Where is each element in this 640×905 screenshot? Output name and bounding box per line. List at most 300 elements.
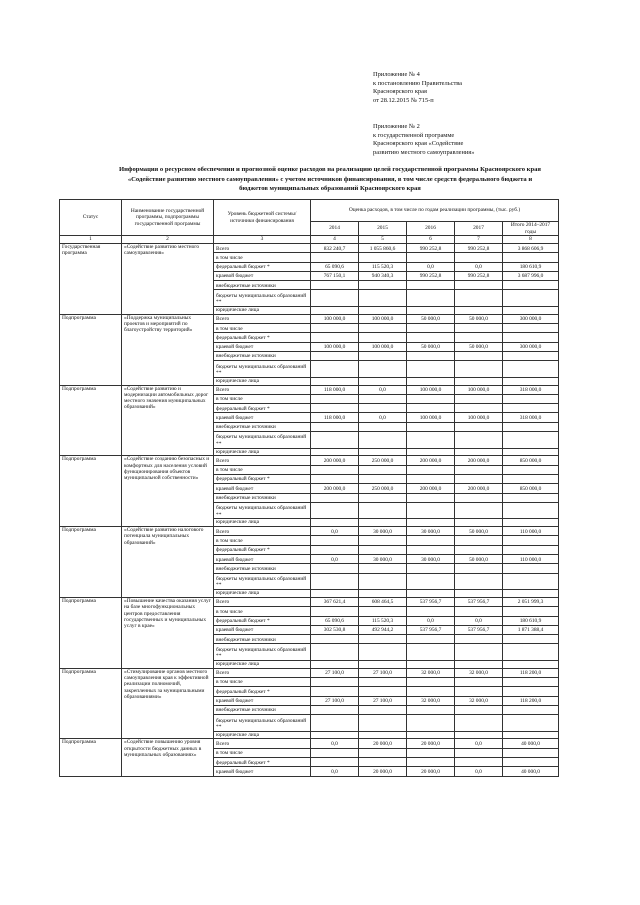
funding-level-cell: федеральный бюджет * [214, 687, 311, 696]
total-value-cell [503, 715, 559, 732]
year-value-cell [407, 748, 455, 757]
year-value-cell [359, 361, 407, 378]
year-value-cell: 50 000,0 [455, 555, 503, 564]
year-value-cell [407, 422, 455, 431]
funding-level-cell: Всего [214, 527, 311, 536]
year-value-cell [455, 536, 503, 545]
year-value-cell: 100 000,0 [455, 385, 503, 394]
year-value-cell [455, 422, 503, 431]
funding-level-cell: федеральный бюджет * [214, 474, 311, 483]
year-value-cell: 50 000,0 [455, 314, 503, 323]
year-value-cell: 30 000,0 [407, 527, 455, 536]
total-value-cell: 2 051 999,3 [503, 597, 559, 606]
funding-level-cell: внебюджетные источники [214, 281, 311, 290]
year-value-cell [455, 660, 503, 668]
total-value-cell [503, 748, 559, 757]
year-value-cell [311, 493, 359, 502]
year-value-cell: 0,0 [407, 262, 455, 271]
program-name-cell: «Содействие развитию налогового потенциала муниципальных образований» [122, 527, 214, 598]
header-level: Уровень бюджетной системы/источники финансирования [214, 200, 311, 236]
appendix-2-header [373, 123, 474, 157]
funding-level-cell: краевой бюджет [214, 413, 311, 422]
funding-level-cell: Всего [214, 456, 311, 465]
program-name-cell: «Повышение качества оказания услуг на базе многофункциональных центров предоставления государственных и муниципальных услуг в крае» [122, 597, 214, 668]
year-value-cell: 367 621,4 [311, 597, 359, 606]
total-value-cell [503, 573, 559, 590]
year-value-cell [407, 687, 455, 696]
year-value-cell [311, 394, 359, 403]
year-value-cell [311, 281, 359, 290]
year-value-cell [311, 474, 359, 483]
title-line: «Содействие развитию местного самоуправления» с учетом источников финансирования, в том числе средств федерального бюджета и [127, 175, 533, 183]
year-value-cell [407, 502, 455, 519]
header-year-2016: 2016 [407, 222, 455, 236]
year-value-cell: 30 000,0 [359, 527, 407, 536]
total-value-cell: 300 000,0 [503, 314, 559, 323]
year-value-cell [407, 536, 455, 545]
year-value-cell [311, 590, 359, 598]
year-value-cell [407, 644, 455, 661]
funding-level-cell: в том числе [214, 677, 311, 686]
funding-level-cell: внебюджетные источники [214, 422, 311, 431]
year-value-cell [455, 324, 503, 333]
funding-level-cell: Всего [214, 314, 311, 323]
appendix-4-header [373, 71, 462, 105]
header-year-2015: 2015 [359, 222, 407, 236]
appendix-2-line: к государственной программе [373, 131, 455, 139]
year-value-cell [359, 448, 407, 456]
year-value-cell [455, 474, 503, 483]
funding-level-cell: юридические лица [214, 590, 311, 598]
total-value-cell: 3 687 996,0 [503, 271, 559, 280]
year-value-cell [359, 253, 407, 262]
year-value-cell: 0,0 [359, 413, 407, 422]
year-value-cell [455, 404, 503, 413]
year-value-cell [407, 635, 455, 644]
year-value-cell [359, 290, 407, 307]
year-value-cell: 0,0 [311, 739, 359, 748]
total-value-cell [503, 519, 559, 527]
year-value-cell [455, 545, 503, 554]
funding-level-cell: юридические лица [214, 306, 311, 314]
funding-level-cell: федеральный бюджет * [214, 758, 311, 767]
total-value-cell [503, 306, 559, 314]
year-value-cell: 0,0 [455, 262, 503, 271]
year-value-cell [311, 361, 359, 378]
year-value-cell: 990 252,8 [455, 244, 503, 253]
year-value-cell [455, 564, 503, 573]
year-value-cell: 100 000,0 [407, 385, 455, 394]
year-value-cell [455, 306, 503, 314]
table-row [60, 244, 559, 253]
year-value-cell: 100 000,0 [359, 314, 407, 323]
year-value-cell [455, 731, 503, 739]
year-value-cell: 50 000,0 [455, 527, 503, 536]
total-value-cell [503, 394, 559, 403]
year-value-cell [455, 635, 503, 644]
funding-level-cell: в том числе [214, 394, 311, 403]
year-value-cell: 100 000,0 [311, 342, 359, 351]
year-value-cell [311, 333, 359, 342]
total-value-cell: 118 200,0 [503, 668, 559, 677]
funding-level-cell: юридические лица [214, 519, 311, 527]
total-value-cell: 1 871 388,4 [503, 625, 559, 634]
year-value-cell: 200 000,0 [407, 484, 455, 493]
year-value-cell [359, 545, 407, 554]
year-value-cell [455, 573, 503, 590]
program-name-cell: «Поддержка муниципальных проектов и мероприятий по благоустройству территорий» [122, 314, 214, 385]
funding-level-cell: юридические лица [214, 731, 311, 739]
funding-level-cell: федеральный бюджет * [214, 616, 311, 625]
year-value-cell [311, 660, 359, 668]
funding-level-cell: бюджеты муниципальных образований ** [214, 502, 311, 519]
year-value-cell [455, 377, 503, 385]
year-value-cell [455, 361, 503, 378]
header-estimate: Оценка расходов, в том числе по годам реализации программы, (тыс. руб.) [311, 200, 559, 222]
year-value-cell [311, 635, 359, 644]
column-number: 8 [503, 236, 559, 244]
table-row [60, 527, 559, 536]
table-row [60, 739, 559, 748]
year-value-cell [455, 687, 503, 696]
funding-level-cell: внебюджетные источники [214, 705, 311, 714]
year-value-cell: 100 000,0 [455, 413, 503, 422]
funding-level-cell: бюджеты муниципальных образований ** [214, 644, 311, 661]
year-value-cell [407, 448, 455, 456]
year-value-cell [455, 705, 503, 714]
total-value-cell: 318 000,0 [503, 385, 559, 394]
year-value-cell [311, 677, 359, 686]
year-value-cell: 250 000,0 [359, 456, 407, 465]
funding-level-cell: краевой бюджет [214, 484, 311, 493]
year-value-cell [311, 377, 359, 385]
year-value-cell [359, 660, 407, 668]
funding-level-cell: Всего [214, 597, 311, 606]
year-value-cell [455, 502, 503, 519]
year-value-cell [407, 474, 455, 483]
header-total: Итого 2014–2017 годы [503, 222, 559, 236]
year-value-cell [311, 448, 359, 456]
header-name: Наименование государственной программы, подпрограммы государственной программы [122, 200, 214, 236]
total-value-cell [503, 377, 559, 385]
total-value-cell [503, 502, 559, 519]
year-value-cell: 767 150,1 [311, 271, 359, 280]
total-value-cell: 110 000,0 [503, 555, 559, 564]
year-value-cell [359, 607, 407, 616]
total-value-cell [503, 290, 559, 307]
year-value-cell: 990 252,8 [407, 271, 455, 280]
year-value-cell [407, 394, 455, 403]
year-value-cell: 302 530,8 [311, 625, 359, 634]
year-value-cell: 50 000,0 [455, 342, 503, 351]
total-value-cell: 110 000,0 [503, 527, 559, 536]
year-value-cell: 20 000,0 [407, 767, 455, 776]
funding-level-cell: федеральный бюджет * [214, 545, 311, 554]
total-value-cell: 118 200,0 [503, 696, 559, 705]
year-value-cell: 27 100,0 [311, 696, 359, 705]
year-value-cell [359, 715, 407, 732]
year-value-cell: 20 000,0 [359, 767, 407, 776]
year-value-cell: 200 000,0 [311, 484, 359, 493]
year-value-cell [407, 715, 455, 732]
year-value-cell: 100 000,0 [407, 413, 455, 422]
total-value-cell [503, 687, 559, 696]
table-row [60, 314, 559, 323]
year-value-cell [311, 644, 359, 661]
status-cell: Подпрограмма [60, 314, 122, 385]
year-value-cell [407, 590, 455, 598]
year-value-cell [311, 731, 359, 739]
year-value-cell: 0,0 [359, 385, 407, 394]
year-value-cell: 832 240,7 [311, 244, 359, 253]
year-value-cell [359, 324, 407, 333]
total-value-cell [503, 660, 559, 668]
year-value-cell [359, 333, 407, 342]
status-cell: Подпрограмма [60, 527, 122, 598]
year-value-cell [359, 432, 407, 449]
year-value-cell [311, 253, 359, 262]
total-value-cell: 40 000,0 [503, 767, 559, 776]
total-value-cell: 850 000,0 [503, 484, 559, 493]
status-cell: Государственная программа [60, 244, 122, 315]
year-value-cell [407, 432, 455, 449]
title-line: бюджетов муниципальных образований Красноярского края [239, 185, 421, 192]
funding-level-cell: в том числе [214, 465, 311, 474]
year-value-cell [359, 687, 407, 696]
appendix-2-line: Приложение № 2 [373, 123, 420, 130]
year-value-cell [455, 590, 503, 598]
table-row [60, 597, 559, 606]
funding-level-cell: внебюджетные источники [214, 635, 311, 644]
total-value-cell [503, 545, 559, 554]
year-value-cell [407, 333, 455, 342]
year-value-cell: 492 944,2 [359, 625, 407, 634]
year-value-cell [455, 607, 503, 616]
year-value-cell: 27 100,0 [359, 668, 407, 677]
funding-level-cell: бюджеты муниципальных образований ** [214, 290, 311, 307]
year-value-cell [407, 253, 455, 262]
year-value-cell [407, 758, 455, 767]
funding-level-cell: Всего [214, 668, 311, 677]
year-value-cell [455, 448, 503, 456]
year-value-cell [311, 519, 359, 527]
year-value-cell [407, 377, 455, 385]
year-value-cell: 50 000,0 [407, 314, 455, 323]
year-value-cell [455, 394, 503, 403]
year-value-cell [359, 519, 407, 527]
table-row [60, 668, 559, 677]
funding-level-cell: юридические лица [214, 660, 311, 668]
year-value-cell [455, 493, 503, 502]
year-value-cell [407, 607, 455, 616]
year-value-cell [455, 465, 503, 474]
resource-table [59, 199, 559, 777]
total-value-cell [503, 758, 559, 767]
funding-level-cell: в том числе [214, 253, 311, 262]
funding-level-cell: юридические лица [214, 377, 311, 385]
year-value-cell [311, 715, 359, 732]
year-value-cell: 537 956,7 [455, 625, 503, 634]
year-value-cell: 118 000,0 [311, 385, 359, 394]
program-name-cell: «Содействие развитию местного самоуправления» [122, 244, 214, 315]
year-value-cell [359, 351, 407, 360]
funding-level-cell: краевой бюджет [214, 767, 311, 776]
funding-level-cell: внебюджетные источники [214, 564, 311, 573]
funding-level-cell: бюджеты муниципальных образований ** [214, 715, 311, 732]
year-value-cell [455, 351, 503, 360]
year-value-cell [407, 660, 455, 668]
program-name-cell: «Содействие созданию безопасных и комфортных для населения условий функционирования объектов муниципальной собственности» [122, 456, 214, 527]
year-value-cell [359, 590, 407, 598]
year-value-cell: 65 090,6 [311, 616, 359, 625]
total-value-cell [503, 474, 559, 483]
year-value-cell: 30 000,0 [359, 555, 407, 564]
appendix-4-line: к постановлению Правительства [373, 79, 463, 87]
funding-level-cell: федеральный бюджет * [214, 262, 311, 271]
year-value-cell [455, 644, 503, 661]
appendix-4-line: Приложение № 4 [373, 71, 420, 78]
funding-level-cell: бюджеты муниципальных образований ** [214, 361, 311, 378]
year-value-cell [311, 465, 359, 474]
funding-level-cell: краевой бюджет [214, 271, 311, 280]
year-value-cell [311, 502, 359, 519]
year-value-cell [359, 536, 407, 545]
year-value-cell [407, 306, 455, 314]
year-value-cell: 0,0 [455, 739, 503, 748]
year-value-cell: 608 464,5 [359, 597, 407, 606]
year-value-cell [359, 306, 407, 314]
total-value-cell [503, 281, 559, 290]
year-value-cell [359, 404, 407, 413]
total-value-cell [503, 644, 559, 661]
year-value-cell: 20 000,0 [359, 739, 407, 748]
year-value-cell [407, 465, 455, 474]
funding-level-cell: Всего [214, 385, 311, 394]
total-value-cell [503, 607, 559, 616]
year-value-cell [359, 705, 407, 714]
program-name-cell: «Стимулирование органов местного самоуправления края к эффективной реализации полномочий, закрепленных за муниципальными образованиями» [122, 668, 214, 739]
column-number: 4 [311, 236, 359, 244]
year-value-cell: 1 055 860,6 [359, 244, 407, 253]
program-name-cell: «Содействие развитию и модернизации автомобильных дорог местного значения муниципальных образований» [122, 385, 214, 456]
year-value-cell [311, 351, 359, 360]
total-value-cell [503, 432, 559, 449]
year-value-cell [455, 253, 503, 262]
year-value-cell [455, 281, 503, 290]
total-value-cell: 180 610,9 [503, 262, 559, 271]
table-body [60, 244, 559, 777]
year-value-cell [407, 493, 455, 502]
year-value-cell [407, 677, 455, 686]
funding-level-cell: бюджеты муниципальных образований ** [214, 432, 311, 449]
year-value-cell [359, 422, 407, 431]
year-value-cell [311, 324, 359, 333]
year-value-cell: 100 000,0 [311, 314, 359, 323]
funding-level-cell: Всего [214, 739, 311, 748]
status-cell: Подпрограмма [60, 739, 122, 776]
total-value-cell: 40 000,0 [503, 739, 559, 748]
year-value-cell: 990 252,8 [407, 244, 455, 253]
year-value-cell [407, 324, 455, 333]
year-value-cell [359, 748, 407, 757]
column-number: 5 [359, 236, 407, 244]
year-value-cell [359, 377, 407, 385]
year-value-cell [407, 361, 455, 378]
year-value-cell [311, 290, 359, 307]
year-value-cell: 250 000,0 [359, 484, 407, 493]
year-value-cell [311, 573, 359, 590]
year-value-cell [407, 519, 455, 527]
funding-level-cell: Всего [214, 244, 311, 253]
funding-level-cell: в том числе [214, 607, 311, 616]
year-value-cell: 0,0 [455, 616, 503, 625]
year-value-cell [359, 731, 407, 739]
year-value-cell [455, 290, 503, 307]
total-value-cell [503, 351, 559, 360]
year-value-cell [455, 677, 503, 686]
year-value-cell [311, 536, 359, 545]
column-number: 2 [122, 236, 214, 244]
total-value-cell [503, 564, 559, 573]
funding-level-cell: федеральный бюджет * [214, 333, 311, 342]
column-number: 3 [214, 236, 311, 244]
column-number: 6 [407, 236, 455, 244]
total-value-cell [503, 677, 559, 686]
year-value-cell [311, 306, 359, 314]
year-value-cell: 990 252,8 [455, 271, 503, 280]
year-value-cell [311, 422, 359, 431]
total-value-cell [503, 731, 559, 739]
year-value-cell [311, 564, 359, 573]
year-value-cell: 200 000,0 [455, 484, 503, 493]
year-value-cell [407, 573, 455, 590]
year-value-cell [359, 394, 407, 403]
year-value-cell [359, 573, 407, 590]
year-value-cell [311, 705, 359, 714]
year-value-cell [455, 748, 503, 757]
title-line: Информация о ресурсном обеспечении и прогнозной оценке расходов на реализацию целей государственной программы Красноярского края [118, 166, 541, 173]
total-value-cell [503, 333, 559, 342]
year-value-cell [359, 677, 407, 686]
year-value-cell [359, 644, 407, 661]
year-value-cell: 65 090,6 [311, 262, 359, 271]
total-value-cell: 3 868 606,9 [503, 244, 559, 253]
column-number: 1 [60, 236, 122, 244]
year-value-cell: 200 000,0 [455, 456, 503, 465]
year-value-cell: 537 956,7 [407, 625, 455, 634]
year-value-cell: 115 520,3 [359, 616, 407, 625]
year-value-cell: 537 956,7 [407, 597, 455, 606]
year-value-cell [359, 564, 407, 573]
total-value-cell: 850 000,0 [503, 456, 559, 465]
year-value-cell: 0,0 [311, 527, 359, 536]
total-value-cell [503, 404, 559, 413]
funding-level-cell: в том числе [214, 324, 311, 333]
total-value-cell [503, 361, 559, 378]
column-number: 7 [455, 236, 503, 244]
year-value-cell: 537 956,7 [455, 597, 503, 606]
total-value-cell [503, 448, 559, 456]
funding-level-cell: внебюджетные источники [214, 351, 311, 360]
year-value-cell [407, 731, 455, 739]
funding-level-cell: в том числе [214, 536, 311, 545]
status-cell: Подпрограмма [60, 456, 122, 527]
status-cell: Подпрограмма [60, 597, 122, 668]
year-value-cell [407, 290, 455, 307]
table-row [60, 385, 559, 394]
appendix-2-line: развитию местного самоуправления» [373, 148, 475, 156]
year-value-cell [359, 474, 407, 483]
